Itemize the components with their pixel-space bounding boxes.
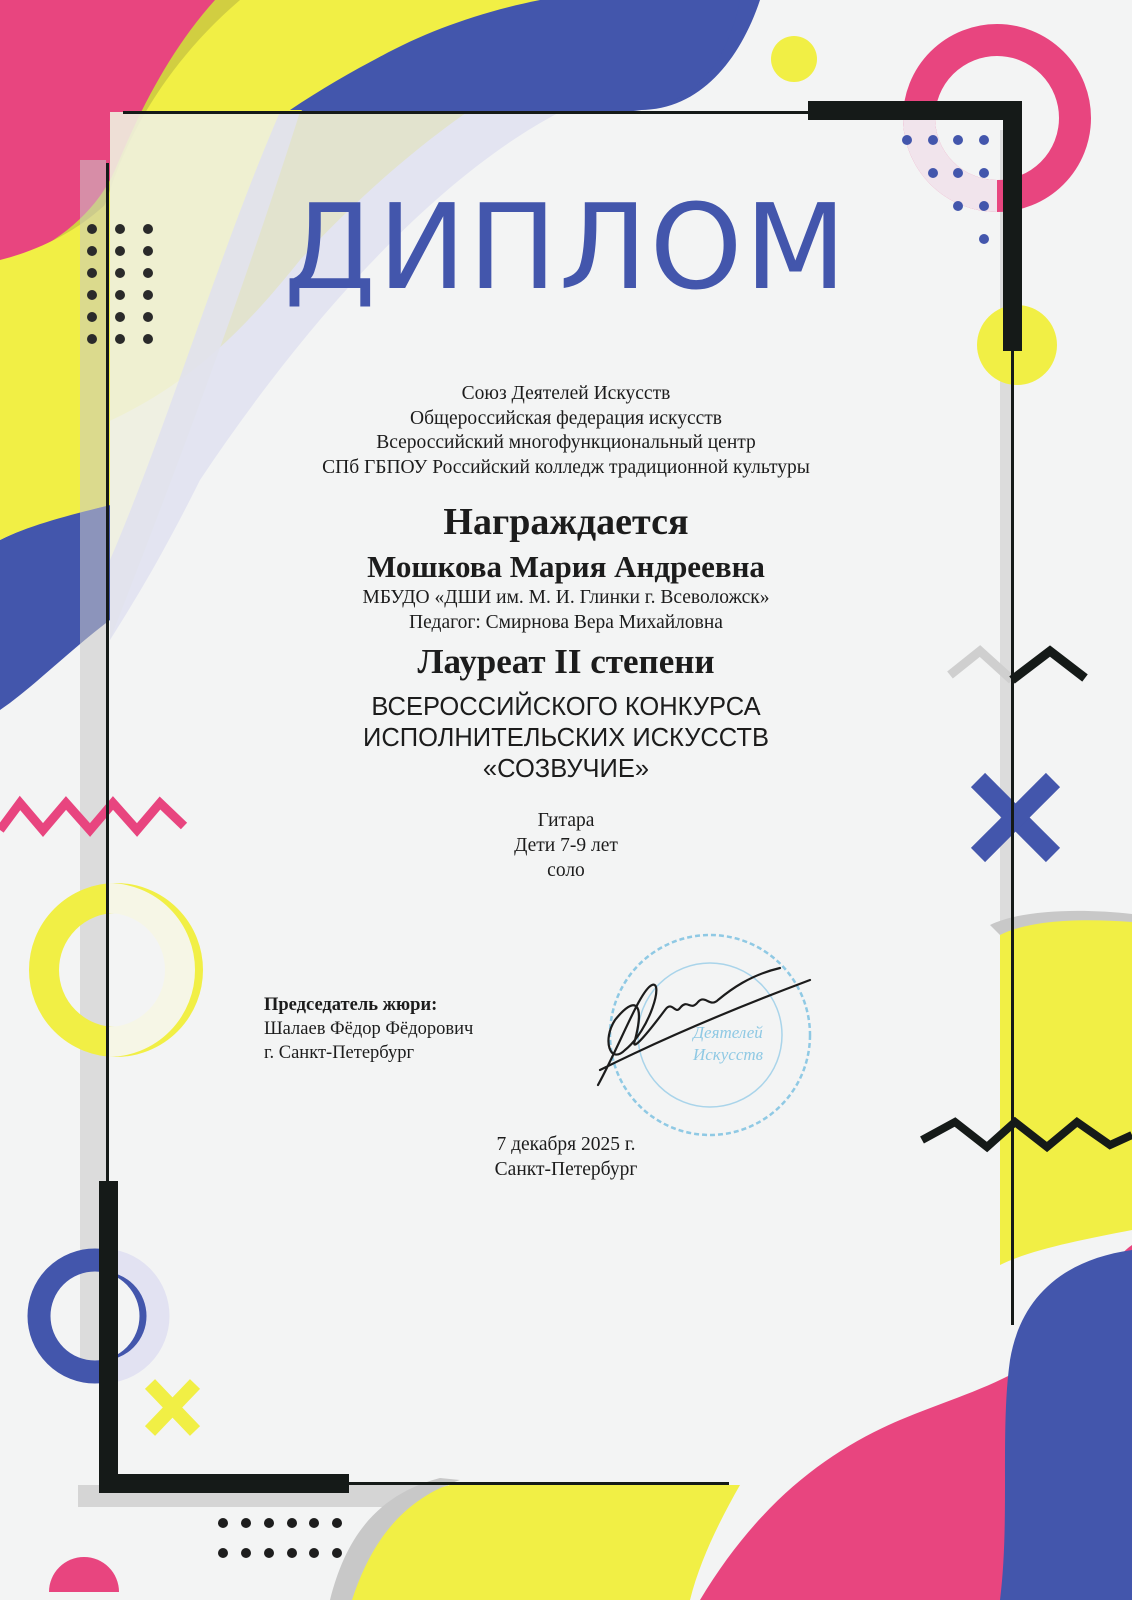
organizer-line: СПб ГБПОУ Российский колледж традиционной культуры [322,456,810,478]
school-name: МБУДО «ДШИ им. М. И. Глинки г. Всеволожск» [362,587,770,608]
organizer-line: Общероссийская федерация искусств [410,407,722,429]
category-details [0,808,1132,883]
instrument: Гитара [537,810,595,831]
contest-line: ВСЕРОССИЙСКОГО КОНКУРСА [371,693,761,721]
seal-text-line-2: Искусств [692,1045,764,1064]
jury-label: Председатель жюри: [264,995,438,1015]
awarded-label: Награждается [443,501,689,543]
age-group: Дети 7-9 лет [514,835,618,856]
contest-line: ИСПОЛНИТЕЛЬСКИХ ИСКУССТВ [363,724,769,752]
right-yellow-blob [1000,914,1132,1265]
diploma-title: ДИПЛОМ [283,178,849,316]
issue-date: 7 декабря 2025 г. [496,1134,636,1155]
bottom-left-yellow-x [150,1384,195,1431]
top-yellow-dot [771,36,817,82]
contest-name [0,692,1132,785]
seal-text-line-1: Деятелей [693,1023,763,1042]
official-seal [580,930,820,1145]
recipient-name: Мошкова Мария Андреевна [367,549,765,584]
organizers-block [0,382,1132,480]
left-yellow-ring-fade [108,898,180,1042]
issue-place: Санкт-Петербург [494,1159,638,1180]
bottom-right-blue-blob [1000,1250,1132,1600]
performance-format: соло [547,860,585,881]
contest-line: «СОЗВУЧИЕ» [482,755,650,783]
organizer-line: Всероссийский многофункциональный центр [376,432,756,453]
jury-city: г. Санкт-Петербург [264,1043,415,1063]
award-title: Лауреат II степени [417,642,715,681]
bottom-black-dots [218,1518,342,1558]
organizer-line: Союз Деятелей Искусств [461,383,671,404]
bottom-left-pink-dot [49,1557,119,1592]
jury-chair-name: Шалаев Фёдор Фёдорович [264,1019,474,1039]
jury-block [264,993,473,1065]
date-place-block [0,1132,1132,1182]
teacher-name: Педагог: Смирнова Вера Михайловна [409,612,723,633]
